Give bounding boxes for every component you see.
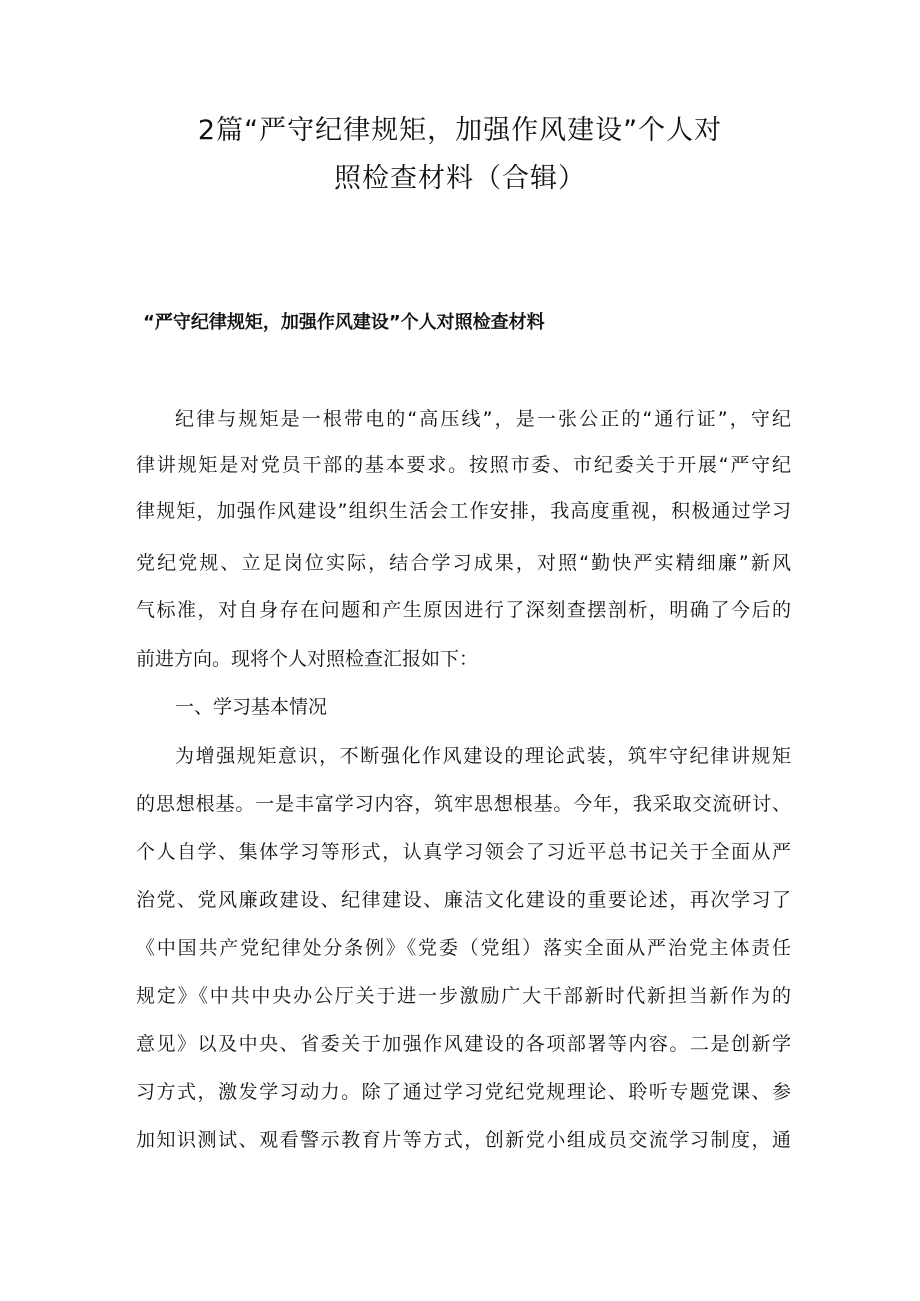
paragraph-2-line: 意见》以及中央、省委关于加强作风建设的各项部署等内容。二是创新学	[136, 1033, 791, 1055]
paragraph-2-line: 《中国共产党纪律处分条例》《党委（党组）落实全面从严治党主体责任	[136, 937, 791, 959]
section-title: “严守纪律规矩，加强作风建设”个人对照检查材料	[143, 312, 545, 333]
paragraph-2-line: 加知识测试、观看警示教育片等方式，创新党小组成员交流学习制度，通	[136, 1129, 791, 1151]
paragraph-2-line: 习方式，激发学习动力。除了通过学习党纪党规理论、聆听专题党课、参	[136, 1081, 791, 1103]
paragraph-1-line: 气标准，对自身存在问题和产生原因进行了深刻查摆剖析，明确了今后的	[136, 599, 791, 621]
paragraph-1-line: 律规矩，加强作风建设”组织生活会工作安排，我高度重视，积极通过学习	[136, 500, 791, 522]
paragraph-2-line: 为增强规矩意识，不断强化作风建设的理论武装，筑牢守纪律讲规矩	[175, 745, 791, 767]
paragraph-2-line: 个人自学、集体学习等形式，认真学习领会了习近平总书记关于全面从严	[136, 841, 791, 863]
paragraph-1-line: 律讲规矩是对党员干部的基本要求。按照市委、市纪委关于开展“严守纪	[136, 454, 791, 476]
paragraph-1-line: 前进方向。现将个人对照检查汇报如下：	[136, 648, 479, 670]
paragraph-1-line: 党纪党规、立足岗位实际，结合学习成果，对照“勤快严实精细廉”新风	[136, 552, 791, 574]
paragraph-2-line: 的思想根基。一是丰富学习内容，筑牢思想根基。今年，我采取交流研讨、	[136, 793, 791, 815]
heading-study-basics: 一、学习基本情况	[175, 696, 328, 718]
paragraph-2-line: 治党、党风廉政建设、纪律建设、廉洁文化建设的重要论述，再次学习了	[136, 889, 791, 911]
document-title-line-1: 2篇“严守纪律规矩，加强作风建设”个人对	[197, 115, 723, 146]
paragraph-2-line: 规定》《中共中央办公厅关于进一步激励广大干部新时代新担当新作为的	[136, 985, 791, 1007]
document-title-line-2: 照检查材料（合辑）	[334, 163, 586, 194]
paragraph-1-line: 纪律与规矩是一根带电的“高压线”，是一张公正的“通行证”，守纪	[175, 408, 791, 430]
